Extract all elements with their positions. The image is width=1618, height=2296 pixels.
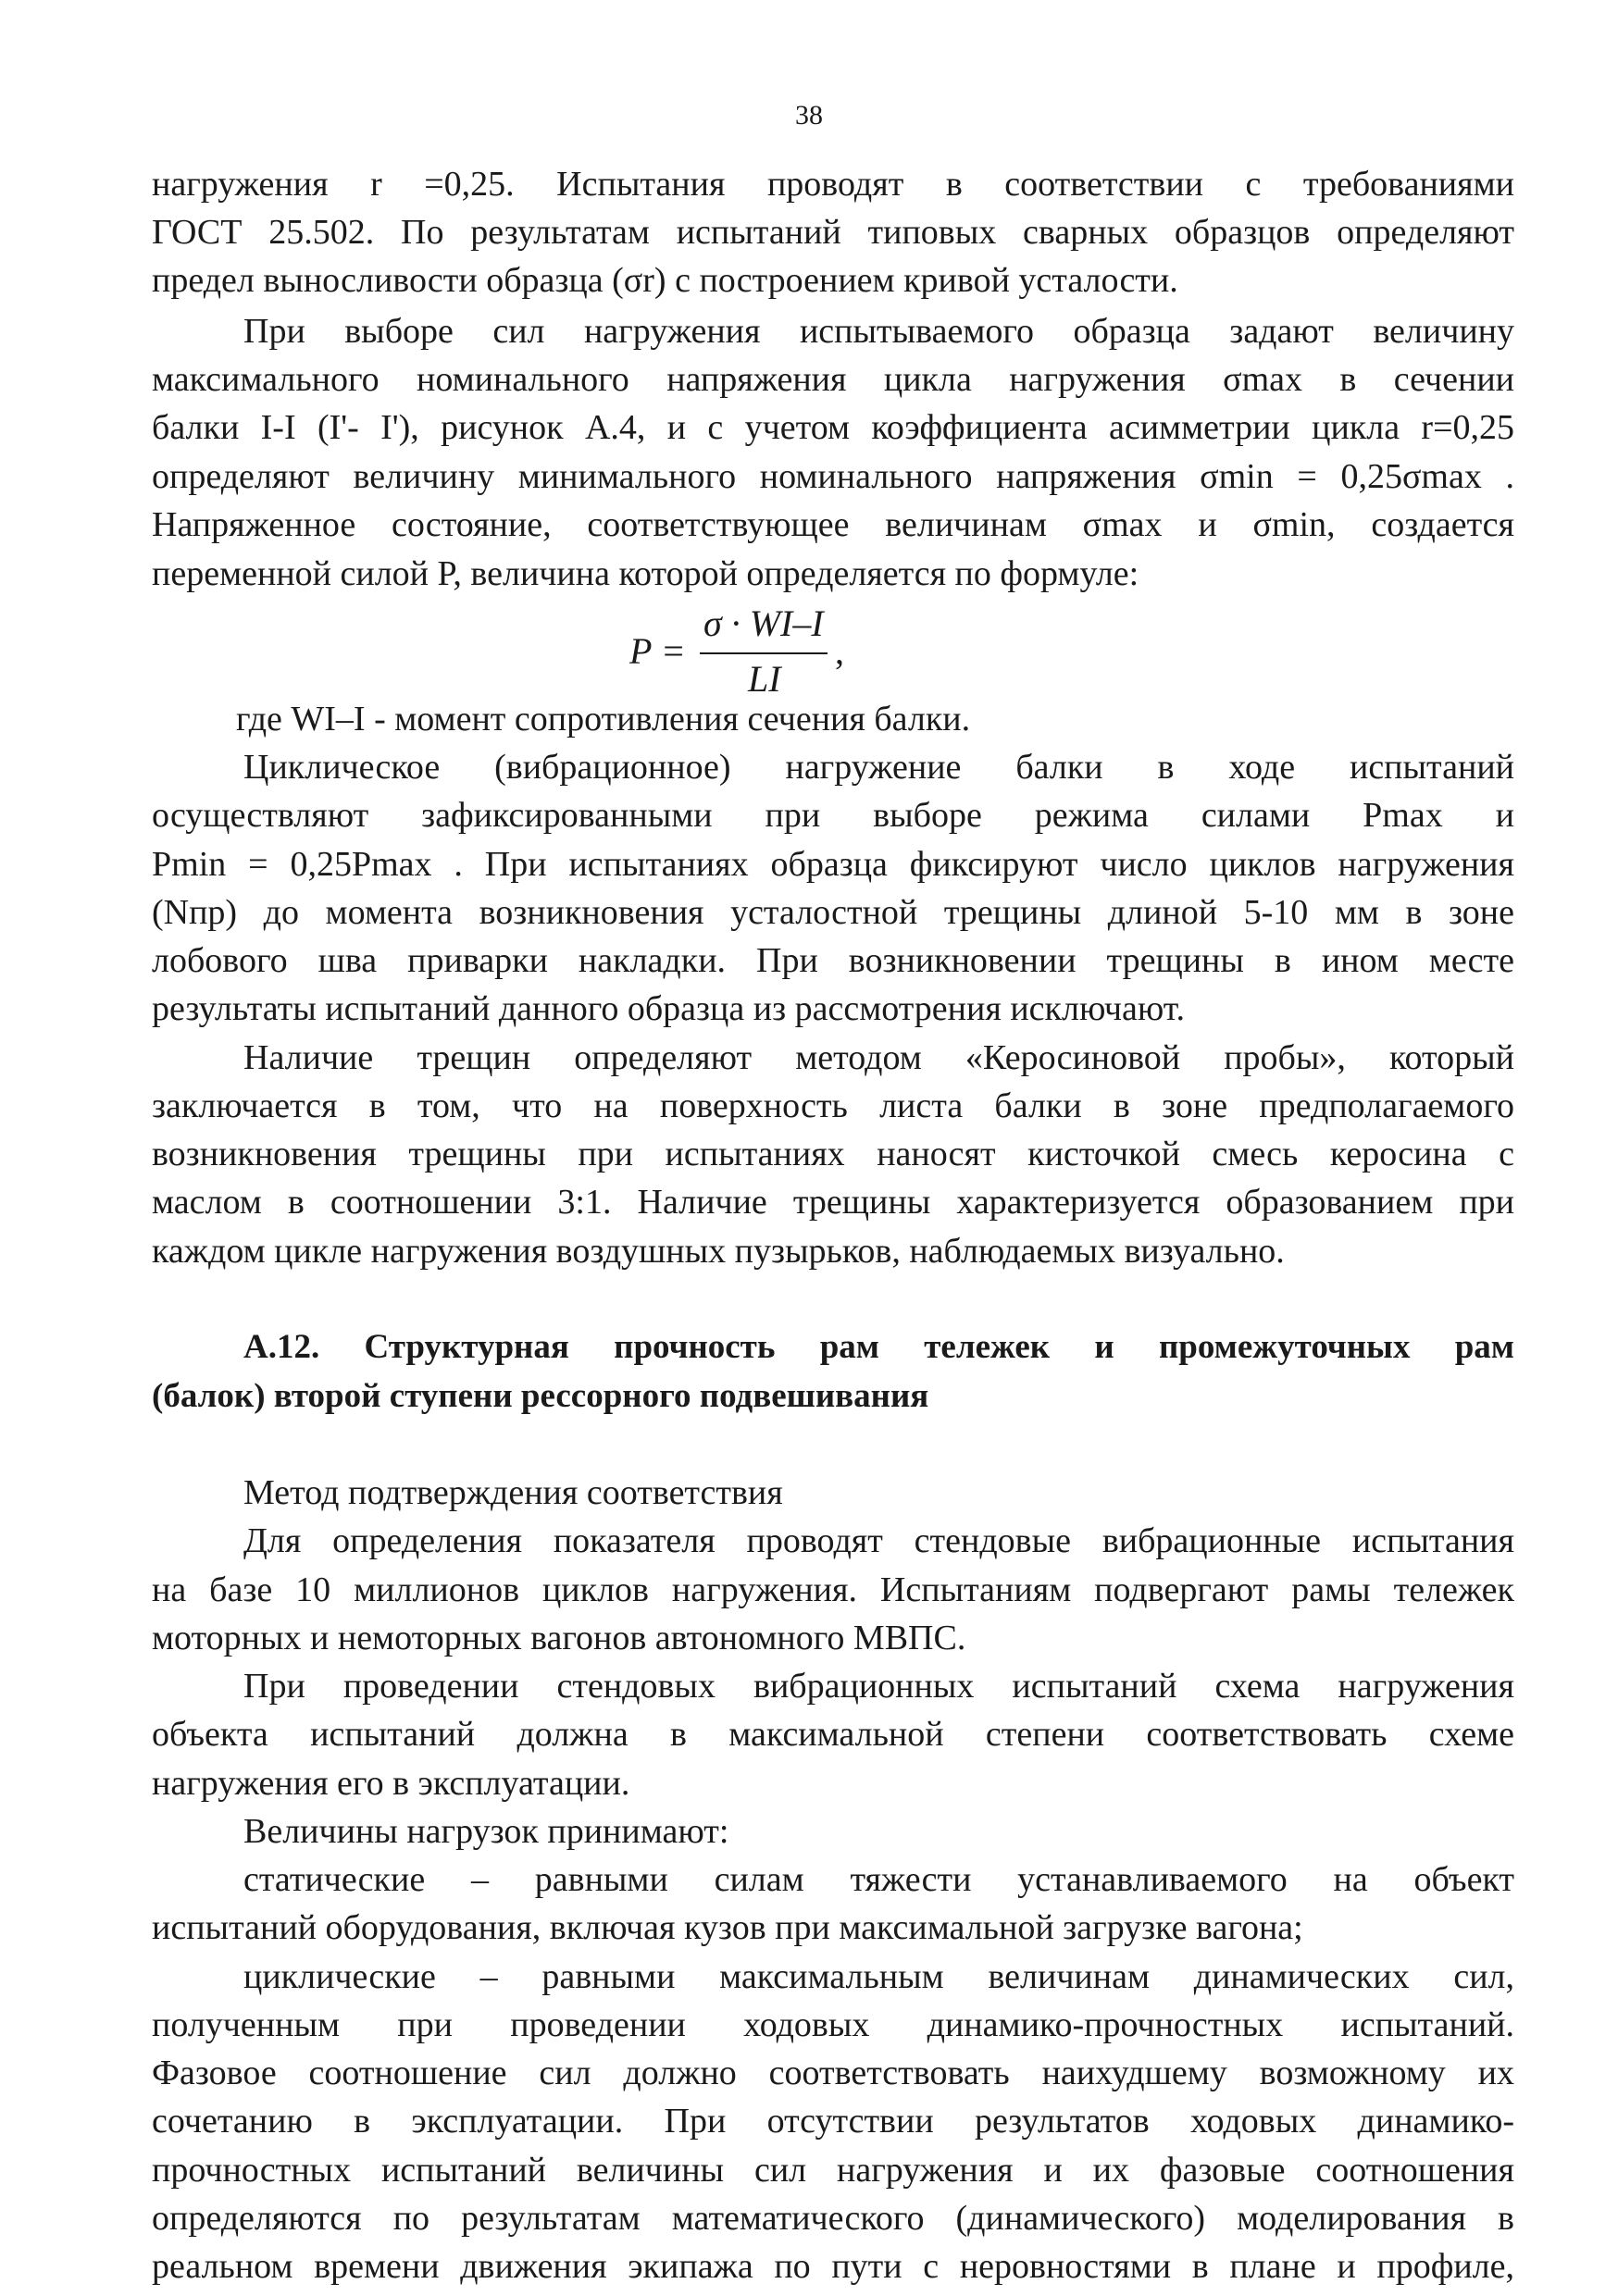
text-line: испытаний оборудования, включая кузов при максимальной загрузке вагона; <box>152 1908 1303 1947</box>
text-line: реальном времени движения экипажа по пути с неровностями в плане и профиле, <box>152 2247 1514 2286</box>
text-line: осуществляют зафиксированными при выборе режима силами Pmax и <box>152 796 1514 835</box>
text-line: Напряженное состояние, соответствующее величинам σmax и σmin, создается <box>152 505 1514 544</box>
text-line: статические – равными силам тяжести устанавливаемого на объект <box>243 1860 1514 1899</box>
text-line: Pmin = 0,25Pmax . При испытаниях образца фиксируют число циклов нагружения <box>152 845 1514 884</box>
text-line: Фазовое соотношение сил должно соответствовать наихудшему возможному их <box>152 2054 1514 2092</box>
text-line: При проведении стендовых вибрационных испытаний схема нагружения <box>243 1667 1514 1706</box>
formula-comma: , <box>835 630 844 672</box>
text-line: переменной силой P, величина которой определяется по формуле: <box>152 554 1139 593</box>
text-line: (Nпр) до момента возникновения усталостной трещины длиной 5-10 мм в зоне <box>152 893 1514 932</box>
text-line: определяют величину минимального номинального напряжения σmin = 0,25σmax . <box>152 457 1514 496</box>
text-line: лобового шва приварки накладки. При возникновении трещины в ином месте <box>152 941 1514 980</box>
text-line: каждом цикле нагружения воздушных пузырьков, наблюдаемых визуально. <box>152 1232 1285 1271</box>
text-line: возникновения трещины при испытаниях наносят кисточкой смесь керосина с <box>152 1135 1514 1173</box>
formula-denominator: LI <box>748 658 781 700</box>
formula-lhs: P = <box>629 630 686 672</box>
formula-force <box>629 602 926 703</box>
text-line: на базе 10 миллионов циклов нагружения. Испытаниям подвергают рамы тележек <box>152 1570 1514 1609</box>
text-line: балки I-I (I'- I'), рисунок А.4, и с учетом коэффициента асимметрии цикла r=0,25 <box>152 408 1514 447</box>
text-line: моторных и немоторных вагонов автономного МВПС. <box>152 1619 966 1657</box>
text-line: прочностных испытаний величины сил нагружения и их фазовые соотношения <box>152 2151 1514 2190</box>
text-line: (балок) второй ступени рессорного подвешивания <box>152 1377 929 1415</box>
formula-numerator: σ · WI–I <box>703 602 824 644</box>
text-line: Величины нагрузок принимают: <box>243 1812 729 1851</box>
text-line: ГОСТ 25.502. По результатам испытаний типовых сварных образцов определяют <box>152 213 1514 252</box>
text-line: определяются по результатам математического (динамического) моделирования в <box>152 2199 1514 2238</box>
text-line: При выборе сил нагружения испытываемого образца задают величину <box>243 312 1514 351</box>
text-line: где WI–I - момент сопротивления сечения балки. <box>236 700 971 738</box>
text-line: предел выносливости образца (σr) с построением кривой усталости. <box>152 261 1178 300</box>
fraction-bar <box>700 652 828 654</box>
text-line: маслом в соотношении 3:1. Наличие трещины характеризуется образованием при <box>152 1183 1514 1222</box>
text-line: Метод подтверждения соответствия <box>243 1473 783 1512</box>
text-line: нагружения r =0,25. Испытания проводят в соответствии с требованиями <box>152 165 1514 204</box>
page-number: 38 <box>795 100 823 130</box>
text-line: полученным при проведении ходовых динамико-прочностных испытаний. <box>152 2005 1514 2044</box>
text-line: результаты испытаний данного образца из рассмотрения исключают. <box>152 989 1186 1028</box>
text-line: сочетанию в эксплуатации. При отсутствии результатов ходовых динамико- <box>152 2102 1514 2141</box>
text-line: Для определения показателя проводят стендовые вибрационные испытания <box>243 1521 1514 1560</box>
text-line: циклические – равными максимальным величинам динамических сил, <box>243 1957 1514 1996</box>
text-line: А.12. Структурная прочность рам тележек и промежуточных рам <box>243 1328 1514 1366</box>
text-line: Циклическое (вибрационное) нагружение балки в ходе испытаний <box>243 748 1514 787</box>
text-line: нагружения его в эксплуатации. <box>152 1764 630 1803</box>
text-line: объекта испытаний должна в максимальной степени соответствовать схеме <box>152 1715 1514 1754</box>
text-line: максимального номинального напряжения цикла нагружения σmax в сечении <box>152 360 1514 399</box>
text-line: заключается в том, что на поверхность листа балки в зоне предполагаемого <box>152 1086 1514 1125</box>
text-line: Наличие трещин определяют методом «Керосиновой пробы», который <box>243 1038 1514 1077</box>
